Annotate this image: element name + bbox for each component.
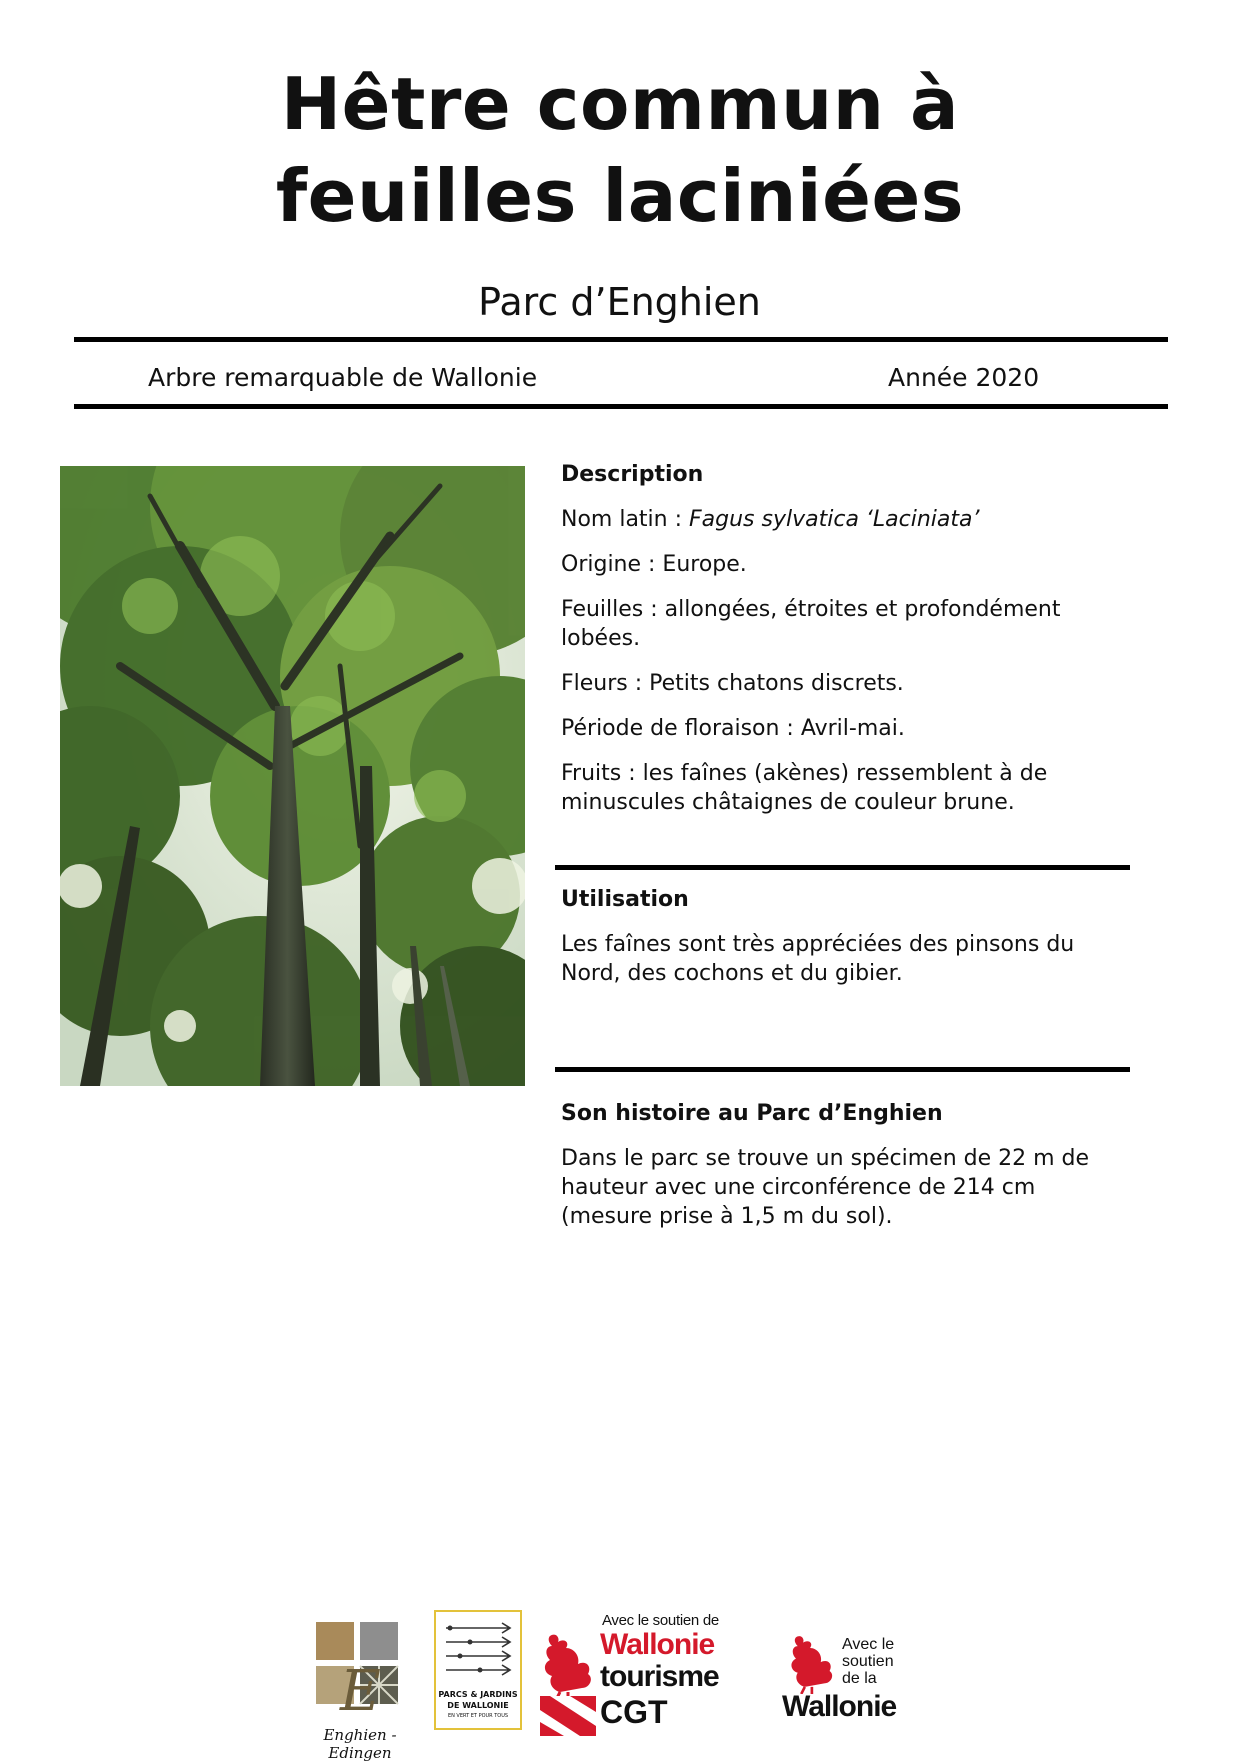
header-bottom-divider bbox=[74, 404, 1168, 409]
wt-support-text: Avec le soutien de bbox=[602, 1612, 719, 1629]
tree-category-label: Arbre remarquable de Wallonie bbox=[148, 363, 538, 392]
parcs-line3: EN VERT ET POUR TOUS bbox=[447, 1713, 509, 1719]
enghien-emblem-icon bbox=[310, 1620, 410, 1720]
parcs-line2: DE WALLONIE bbox=[447, 1701, 509, 1710]
description-section bbox=[561, 460, 1101, 833]
usage-section bbox=[561, 885, 1101, 1004]
parcs-jardins-logo bbox=[434, 1610, 522, 1730]
description-divider bbox=[555, 865, 1130, 870]
wt-word-wallonie: Wallonie bbox=[600, 1628, 715, 1661]
w-line3: de la bbox=[842, 1670, 877, 1687]
year-label: Année 2020 bbox=[888, 363, 1040, 392]
history-text: Dans le parc se trouve un spécimen de 22 m de hauteur avec une circonférence de 214 cm (mesure prise à 1,5 m du sol). bbox=[561, 1146, 1090, 1229]
wt-word-tourisme: tourisme bbox=[600, 1660, 719, 1693]
sponsor-logos bbox=[0, 1600, 1239, 1762]
origin-line: Origine : Europe. bbox=[561, 552, 747, 577]
wt-word-cgt: CGT bbox=[600, 1694, 668, 1730]
fruits-line: Fruits : les faînes (akènes) ressemblent à de minuscules châtaignes de couleur brune. bbox=[561, 761, 1048, 815]
wallonie-tourisme-logo bbox=[538, 1612, 743, 1742]
w-line2: soutien bbox=[842, 1653, 894, 1670]
enghien-caption: Enghien - Edingen bbox=[323, 1726, 397, 1762]
latin-name-line bbox=[561, 505, 1101, 534]
usage-heading: Utilisation bbox=[561, 887, 689, 912]
arrows-icon bbox=[436, 1618, 520, 1688]
description-heading: Description bbox=[561, 462, 704, 487]
flowers-line: Fleurs : Petits chatons discrets. bbox=[561, 671, 904, 696]
history-section bbox=[561, 1099, 1101, 1247]
tree-photo-illustration bbox=[60, 466, 525, 1086]
parcs-line1: PARCS & JARDINS bbox=[438, 1690, 518, 1699]
page-title: Hêtre commun à feuilles laciniées bbox=[275, 62, 965, 238]
flowering-line: Période de floraison : Avril-mai. bbox=[561, 716, 905, 741]
w-word-wallonie: Wallonie bbox=[782, 1690, 897, 1723]
history-heading: Son histoire au Parc d’Enghien bbox=[561, 1101, 943, 1126]
top-divider bbox=[74, 337, 1168, 342]
leaves-line: Feuilles : allongées, étroites et profondément lobées. bbox=[561, 597, 1061, 651]
w-line1: Avec le bbox=[842, 1636, 895, 1653]
wallonie-support-logo bbox=[782, 1620, 922, 1740]
latin-name: Fagus sylvatica ‘Laciniata’ bbox=[689, 507, 980, 532]
latin-name-label: Nom latin : bbox=[561, 507, 690, 532]
usage-divider bbox=[555, 1067, 1130, 1072]
page-subtitle: Parc d’Enghien bbox=[478, 280, 761, 324]
cgt-mark-icon bbox=[540, 1696, 596, 1736]
svg-text:E: E bbox=[340, 1659, 381, 1720]
tree-photo bbox=[60, 466, 525, 1086]
enghien-edingen-logo bbox=[290, 1620, 430, 1762]
rooster-icon bbox=[538, 1630, 596, 1700]
rooster-icon bbox=[782, 1632, 840, 1694]
usage-text: Les faînes sont très appréciées des pinsons du Nord, des cochons et du gibier. bbox=[561, 932, 1075, 986]
